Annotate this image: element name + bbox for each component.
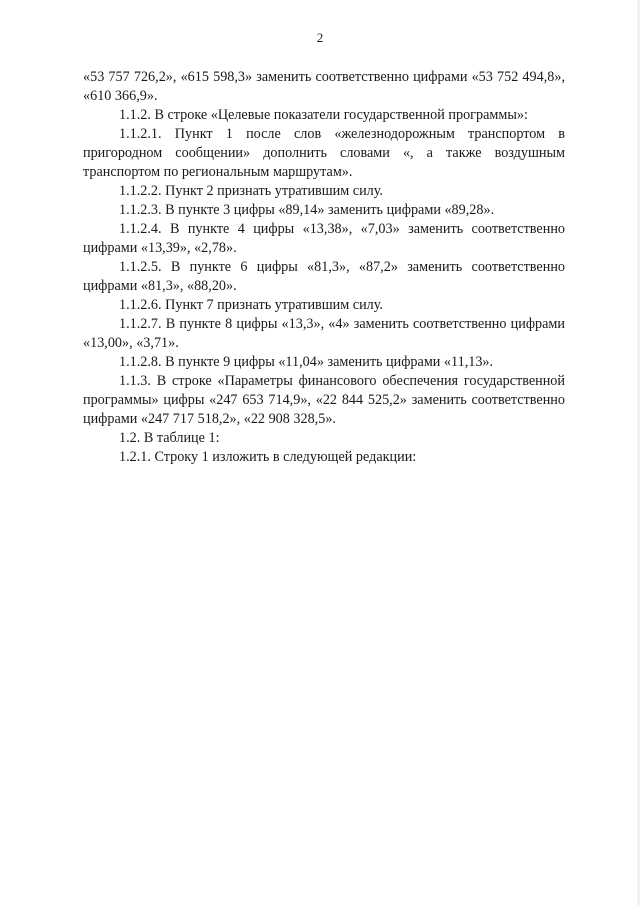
paragraph-1-1-2: 1.1.2. В строке «Целевые показатели государственной программы»: [119,107,528,123]
paragraph-continuation: «53 757 726,2», «615 598,3» заменить соответственно цифрами «53 752 494,8», «610 366,9». [83,69,565,104]
paragraph-1-1-2-5: 1.1.2.5. В пункте 6 цифры «81,3», «87,2» заменить соответственно цифрами «81,3», «88,20». [83,259,565,294]
paragraph-1-1-2-6: 1.1.2.6. Пункт 7 признать утратившим силу. [119,297,383,313]
paragraph-1-2: 1.2. В таблице 1: [119,430,220,446]
paragraph-1-1-2-1: 1.1.2.1. Пункт 1 после слов «железнодорожным транспортом в пригородном сообщении» дополнить словами «, а также воздушным транспортом по региональным маршрутам». [83,126,565,180]
paragraph-1-1-2-4: 1.1.2.4. В пункте 4 цифры «13,38», «7,03» заменить соответственно цифрами «13,39», «2,78». [83,221,565,256]
paragraph-1-1-2-7: 1.1.2.7. В пункте 8 цифры «13,3», «4» заменить соответственно цифрами «13,00», «3,71». [83,316,565,351]
paragraph-1-1-2-3: 1.1.2.3. В пункте 3 цифры «89,14» заменить цифрами «89,28». [119,202,495,218]
paragraph-1-1-2-2: 1.1.2.2. Пункт 2 признать утратившим силу. [119,183,383,199]
paragraph-1-2-1: 1.2.1. Строку 1 изложить в следующей редакции: [119,449,417,465]
document-body [83,68,565,467]
page-number: 2 [316,30,324,45]
paragraph-1-1-2-8: 1.1.2.8. В пункте 9 цифры «11,04» заменить цифрами «11,13». [119,354,494,370]
paragraph-1-1-3: 1.1.3. В строке «Параметры финансового обеспечения государственной программы» цифры «247 653 714,9», «22 844 525,2» заменить соответственно цифрами «247 717 518,2», «22 908 328,5». [83,373,565,427]
